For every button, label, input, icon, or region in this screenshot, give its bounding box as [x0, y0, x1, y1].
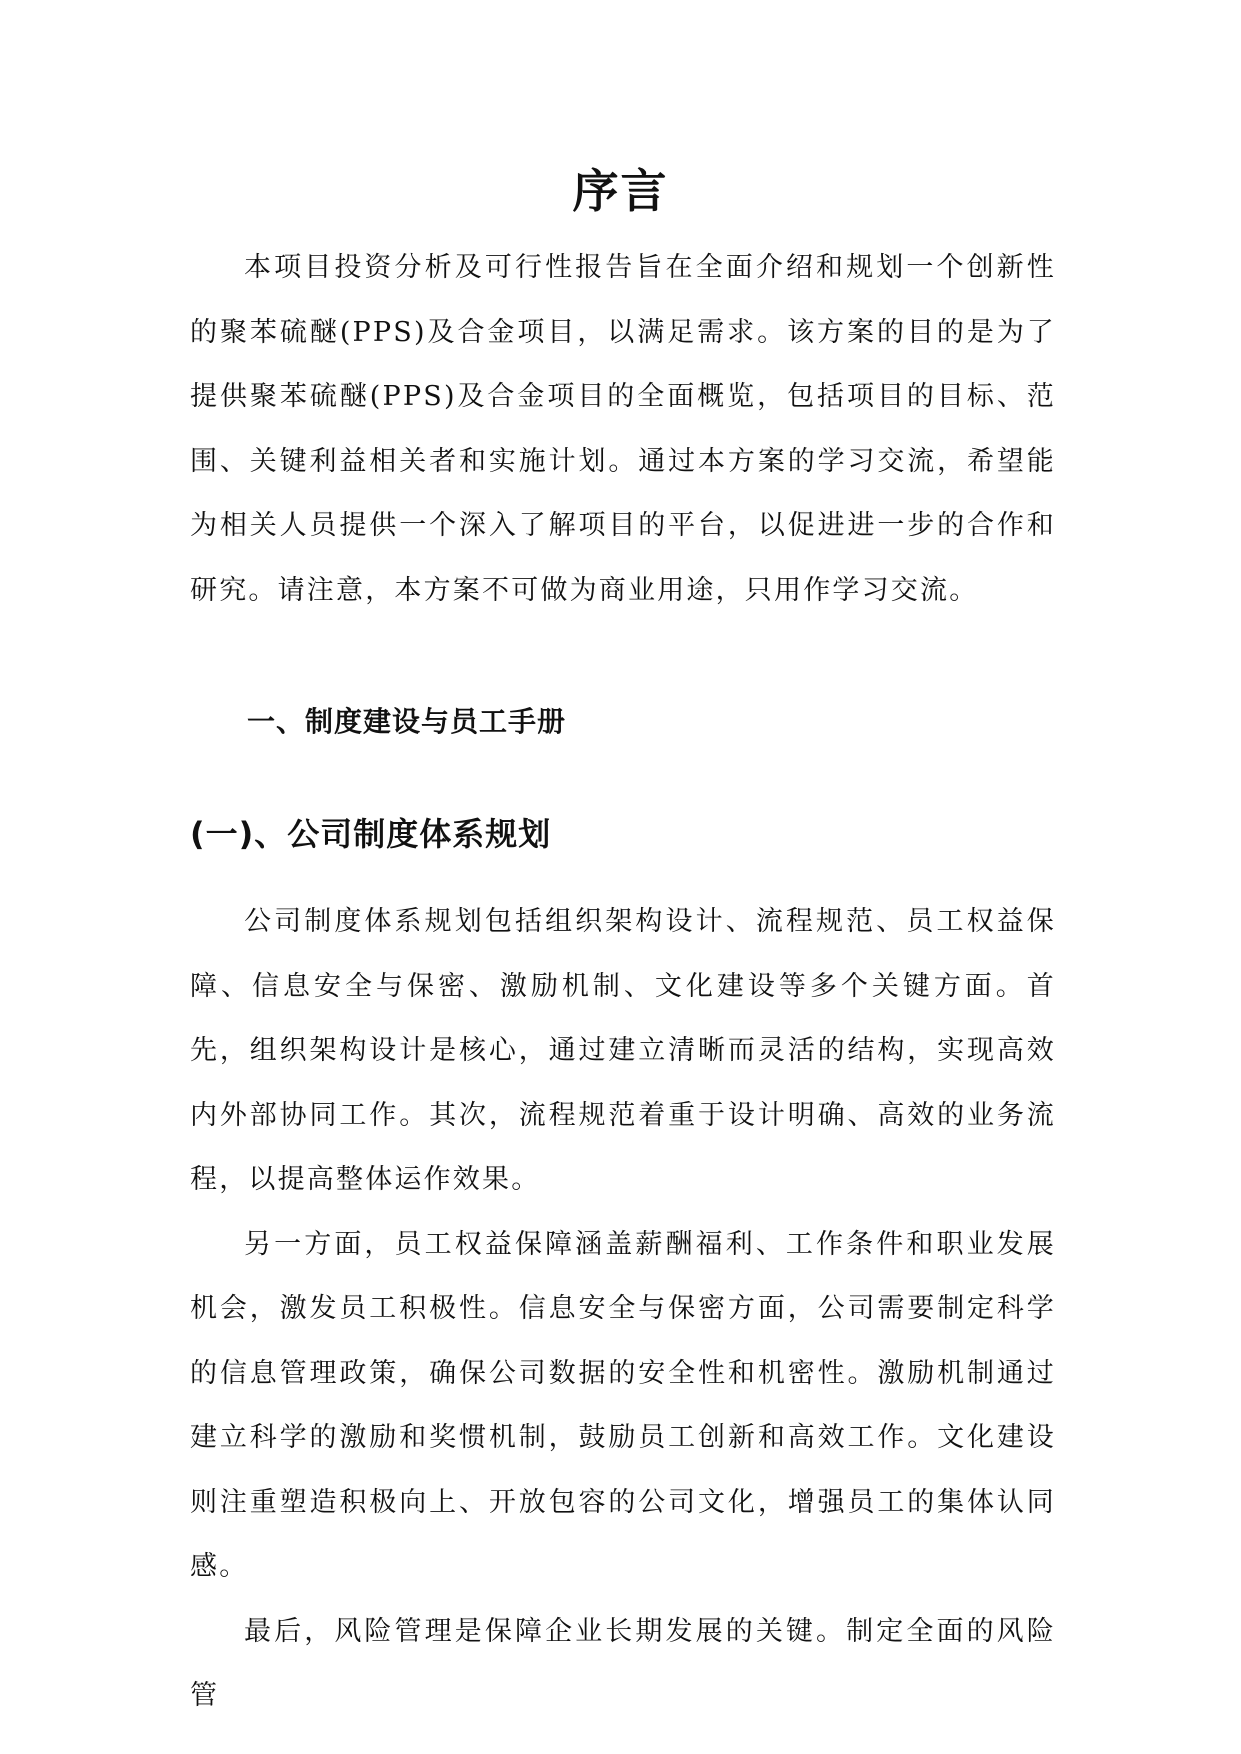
- preface-paragraph: 本项目投资分析及可行性报告旨在全面介绍和规划一个创新性的聚苯硫醚(PPS)及合金项目，以满足需求。该方案的目的是为了提供聚苯硫醚(PPS)及合金项目的全面概览，包括项目的目标、范围、关键利益相关者和实施计划。通过本方案的学习交流，希望能为相关人员提供一个深入了解项目的平台，以促进进一步的合作和研究。请注意，本方案不可做为商业用途，只用作学习交流。: [190, 252, 1056, 606]
- section-paragraph: 公司制度体系规划包括组织架构设计、流程规范、员工权益保障、信息安全与保密、激励机制、文化建设等多个关键方面。首先，组织架构设计是核心，通过建立清晰而灵活的结构，实现高效内外部协同工作。其次，流程规范着重于设计明确、高效的业务流程，以提高整体运作效果。: [190, 906, 1056, 1195]
- section-heading: 一、制度建设与员工手册: [247, 705, 567, 738]
- subsection-heading: (一)、公司制度体系规划: [190, 815, 552, 853]
- section-text: [190, 890, 1056, 1729]
- section-paragraph: 最后，风险管理是保障企业长期发展的关键。制定全面的风险管: [190, 1615, 1056, 1711]
- page-title: 序言: [572, 164, 669, 218]
- section-paragraph: 另一方面，员工权益保障涵盖薪酬福利、工作条件和职业发展机会，激发员工积极性。信息安全与保密方面，公司需要制定科学的信息管理政策，确保公司数据的安全性和机密性。激励机制通过建立科学的激励和奖惯机制，鼓励员工创新和高效工作。文化建设则注重塑造积极向上、开放包容的公司文化，增强员工的集体认同感。: [190, 1228, 1056, 1582]
- preface-text: [190, 236, 1056, 623]
